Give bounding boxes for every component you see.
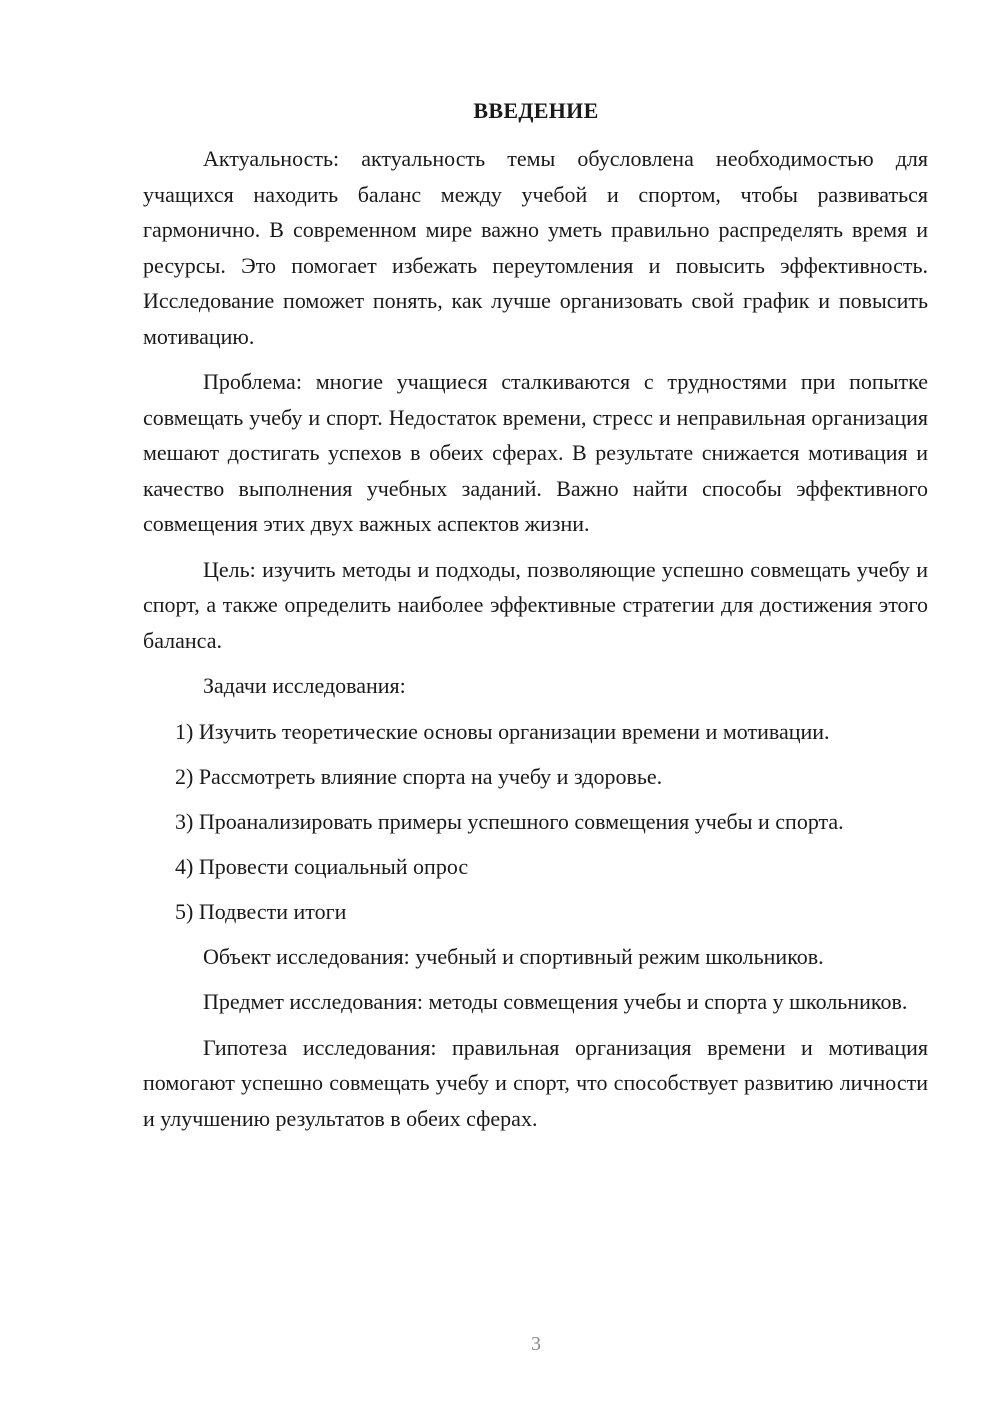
tasks-heading: Задачи исследования: xyxy=(203,673,406,698)
task-item-3: 3) Проанализировать примеры успешного совмещения учебы и спорта. xyxy=(175,808,844,834)
paragraph-object: Объект исследования: учебный и спортивный режим школьников. xyxy=(203,943,824,969)
task-item-2: 2) Рассмотреть влияние спорта на учебу и здоровье. xyxy=(175,763,663,789)
page-number: 3 xyxy=(531,1333,541,1355)
paragraph-subject: Предмет исследования: методы совмещения учебы и спорта у школьников. xyxy=(203,989,908,1014)
task-item-1: 1) Изучить теоретические основы организации времени и мотивации. xyxy=(175,718,830,744)
paragraph-hypothesis: Гипотеза исследования: правильная организация времени и мотивация помогают успешно совмещать учебу и спорт, что способствует развитию личности и улучшению результатов в обеих сферах. xyxy=(143,1034,928,1131)
paragraph-relevance: Актуальность: актуальность темы обусловлена необходимостью для учащихся находить баланс между учебой и спортом, чтобы развиваться гармонично. В современном мире важно уметь правильно распределять время и ресурсы. Это помогает избежать переутомления и повысить эффективность. Исследование поможет понять, как лучше организовать свой график и повысить мотивацию. xyxy=(143,146,928,349)
paragraph-goal: Цель: изучить методы и подходы, позволяющие успешно совмещать учебу и спорт, а также определить наиболее эффективные стратегии для достижения этого баланса. xyxy=(143,556,928,653)
document-body xyxy=(143,141,928,1146)
task-item-4: 4) Провести социальный опрос xyxy=(175,853,469,879)
task-item-5: 5) Подвести итоги xyxy=(175,898,347,924)
paragraph-problem: Проблема: многие учащиеся сталкиваются с трудностями при попытке совмещать учебу и спорт. Недостаток времени, стресс и неправильная организация мешают достигать успехов в обеих сферах. В результате снижается мотивация и качество выполнения учебных заданий. Важно найти способы эффективного совмещения этих двух важных аспектов жизни. xyxy=(143,369,928,536)
page-title: ВВЕДЕНИЕ xyxy=(473,98,599,123)
